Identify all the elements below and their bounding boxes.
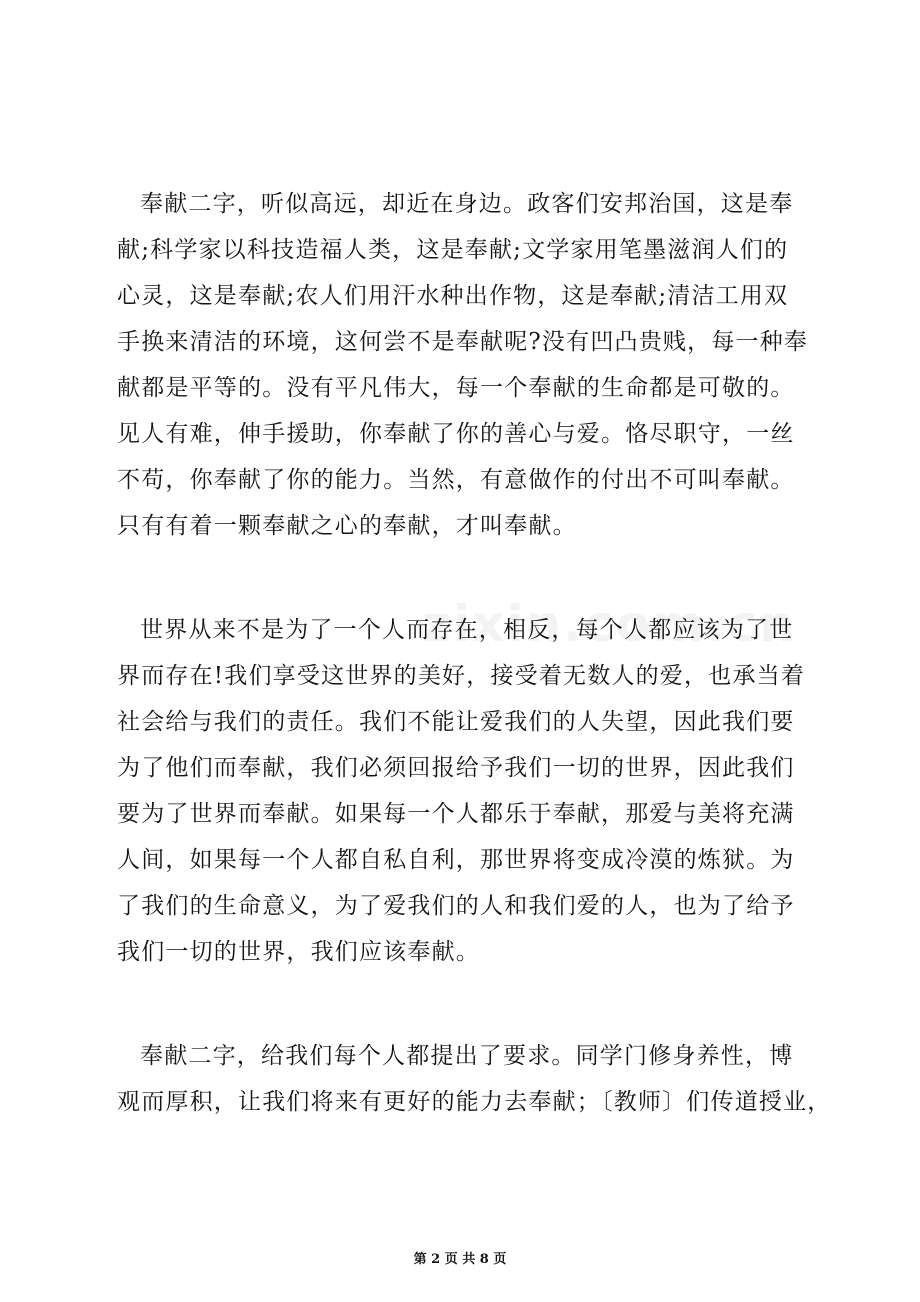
text-line: 观而厚积，让我们将来有更好的能力去奉献；〔教师〕们传道授业，: [117, 1089, 832, 1115]
text-line: 不苟，你奉献了你的能力。当然，有意做作的付出不可叫奉献。: [117, 467, 795, 493]
text-line: 为了他们而奉献，我们必须回报给予我们一切的世界，因此我们: [117, 755, 795, 781]
text-line: 我们一切的世界，我们应该奉献。: [117, 939, 480, 965]
page-number-footer: 第 2 页 共 8 页: [413, 1252, 507, 1267]
text-line: 了我们的生命意义，为了爱我们的人和我们爱的人，也为了给予: [117, 893, 795, 919]
text-line: 奉献二字，听似高远，却近在身边。政客们安邦治国，这是奉: [140, 191, 794, 217]
text-line: 要为了世界而奉献。如果每一个人都乐于奉献，那爱与美将充满: [117, 801, 795, 827]
text-line: 只有有着一颗奉献之心的奉献，才叫奉献。: [117, 513, 577, 539]
text-line: 心灵，这是奉献;农人们用汗水种出作物，这是奉献;清洁工用双: [117, 283, 789, 309]
paragraph-3: [117, 1033, 832, 1125]
text-line: 界而存在!我们享受这世界的美好，接受着无数人的爱，也承当着: [117, 663, 806, 689]
text-line: 世界从来不是为了一个人而存在，相反，每个人都应该为了世: [140, 617, 794, 643]
paragraph-1: [117, 181, 809, 549]
text-line: 手换来清洁的环境，这何尝不是奉献呢?没有凹凸贵贱，每一种奉: [117, 329, 809, 355]
text-line: 奉献二字，给我们每个人都提出了要求。同学门修身养性，博: [140, 1043, 794, 1069]
text-line: 社会给与我们的责任。我们不能让爱我们的人失望，因此我们要: [117, 709, 795, 735]
text-line: 见人有难，伸手援助，你奉献了你的善心与爱。恪尽职守，一丝: [117, 421, 795, 447]
text-line: 献都是平等的。没有平凡伟大，每一个奉献的生命都是可敬的。: [117, 375, 795, 401]
body-text: [117, 181, 832, 1183]
text-line: 人间，如果每一个人都自私自利，那世界将变成冷漠的炼狱。为: [117, 847, 795, 873]
paragraph-2: [117, 607, 806, 975]
text-line: 献;科学家以科技造福人类，这是奉献;文学家用笔墨滋润人们的: [117, 237, 789, 263]
